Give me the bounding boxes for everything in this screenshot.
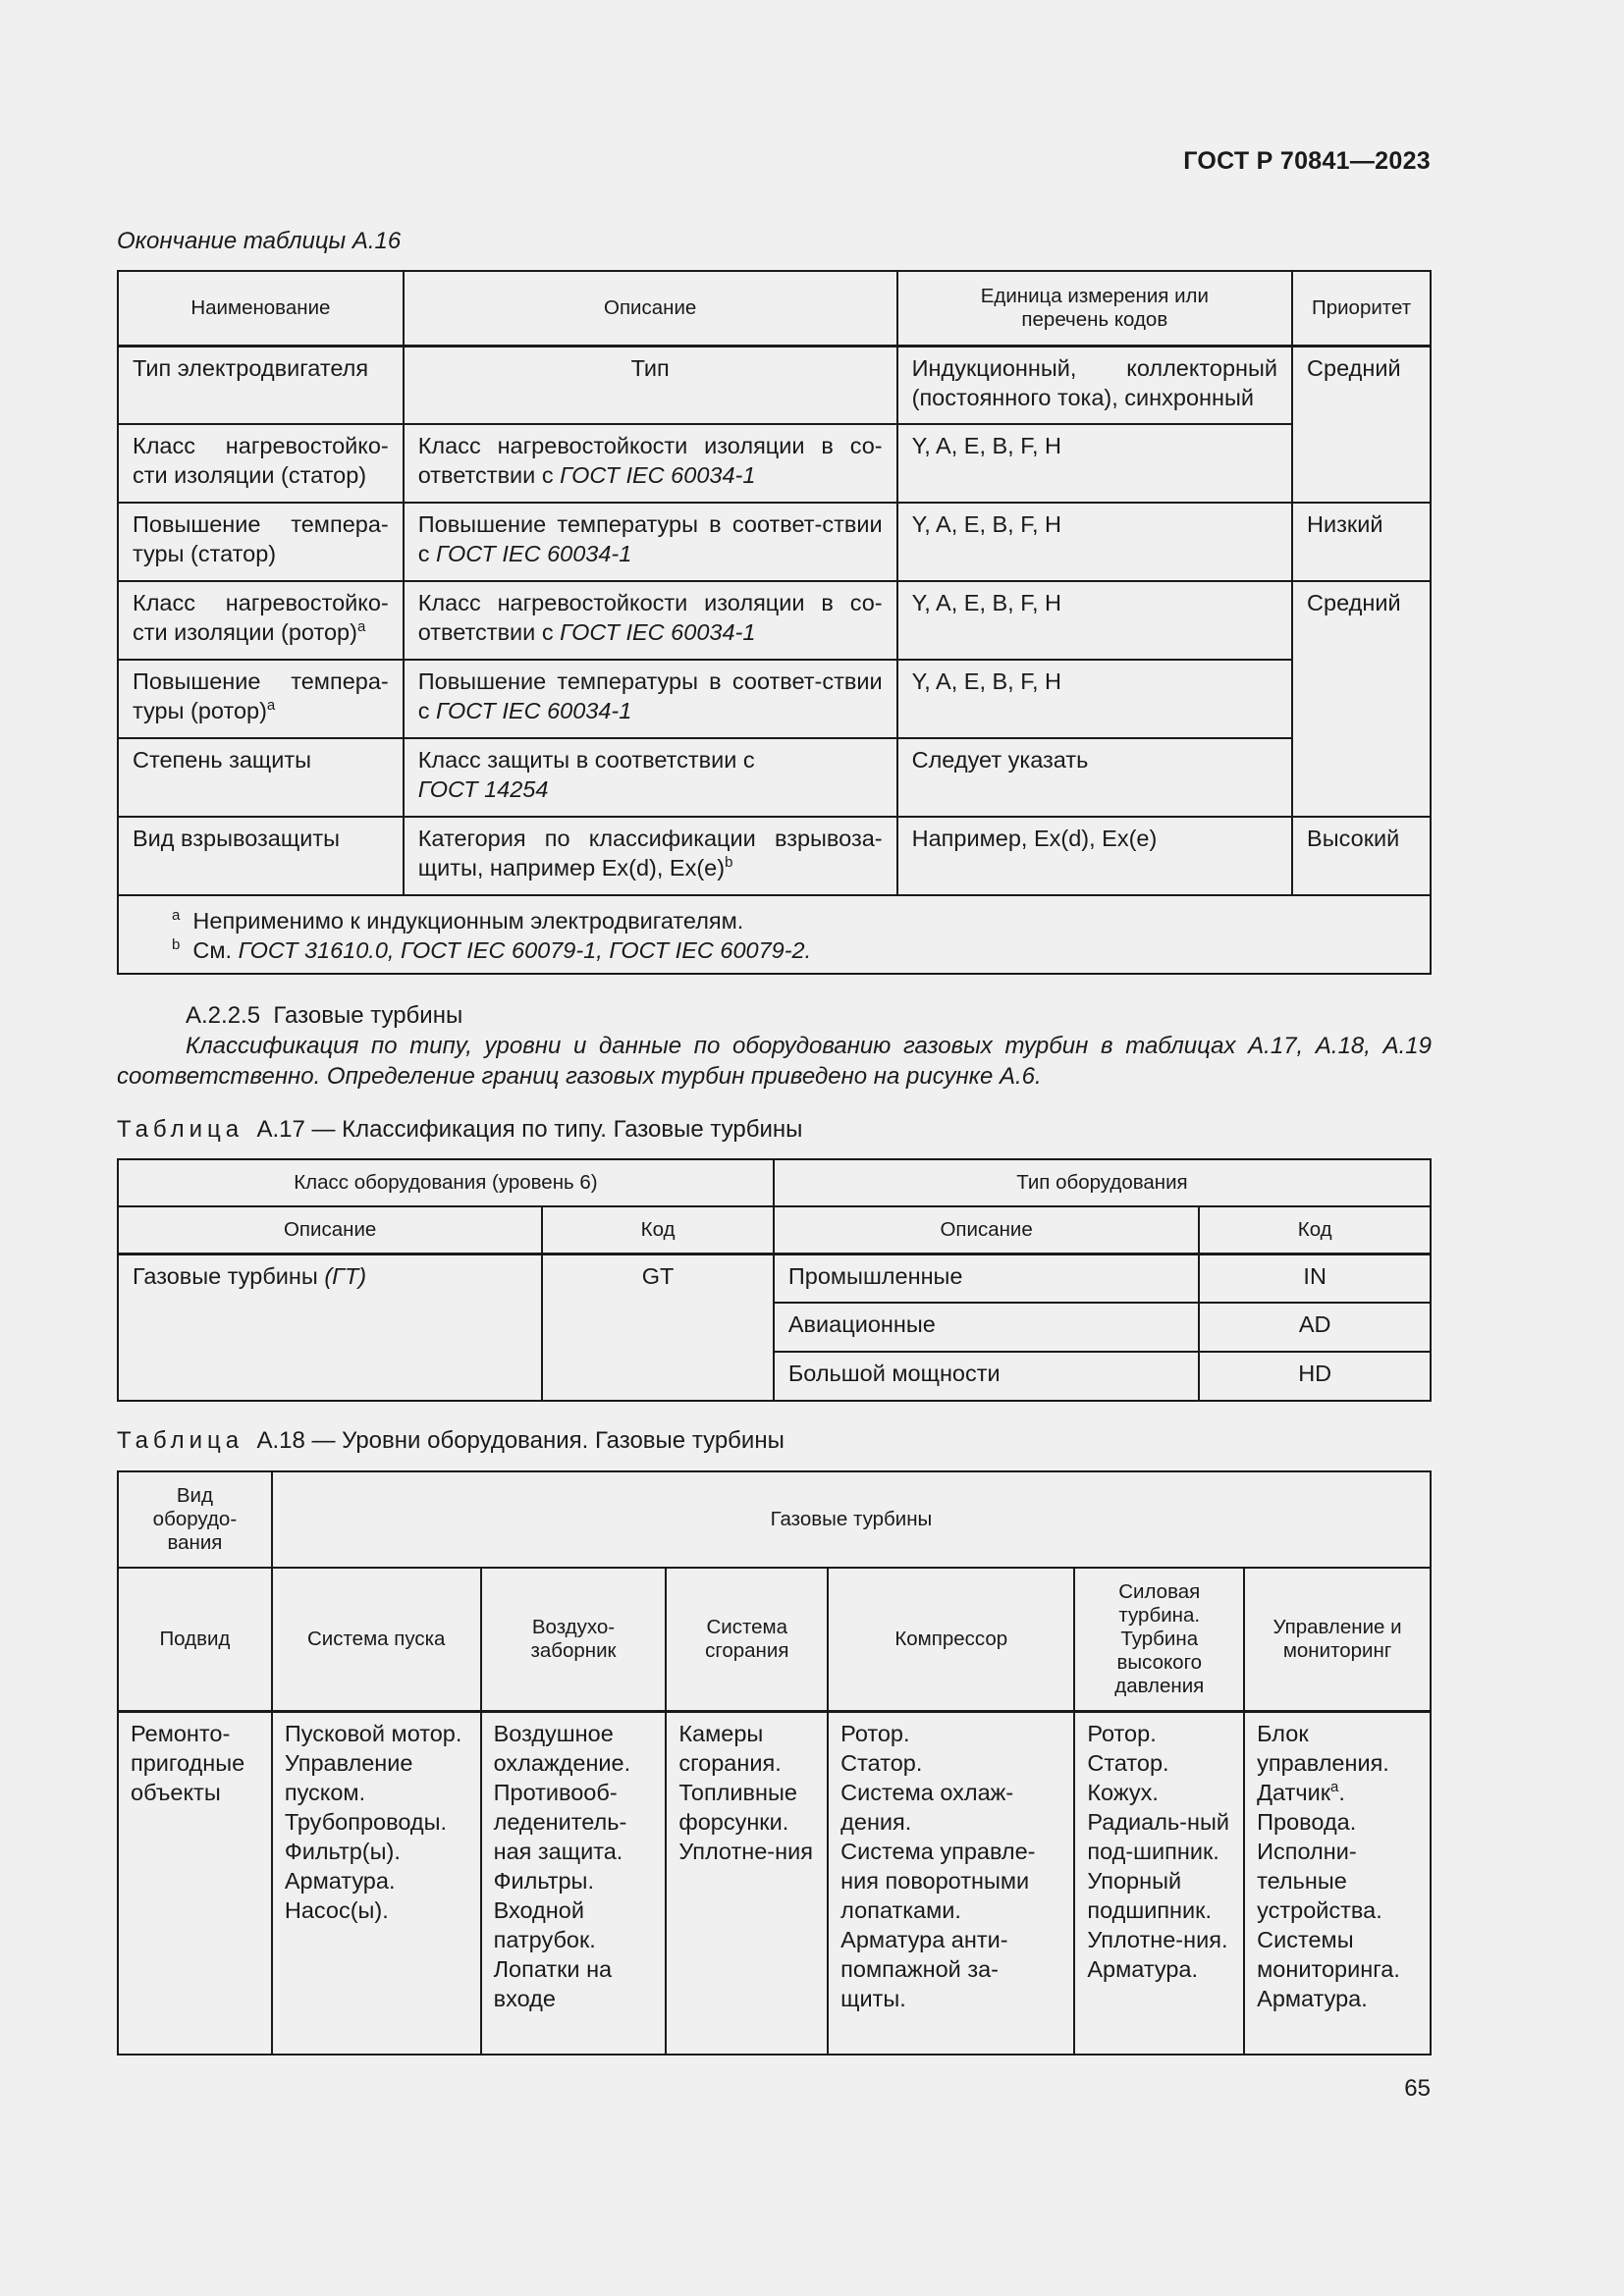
t16-footnote-b-text: ГОСТ 31610.0, ГОСТ IEC 60079-1, ГОСТ IEC 60079-2.: [238, 937, 812, 963]
t18-sub-intake: [481, 1568, 667, 1711]
t16-header-name: Наименование: [118, 271, 404, 346]
t18-corner: [118, 1471, 272, 1568]
t16-row4-unit: Y, A, E, B, F, H: [897, 581, 1292, 660]
page-number: 65: [1404, 2075, 1431, 2102]
t16-row5-footnote-mark: a: [266, 697, 276, 715]
t18-sub-control-text: Управление и мониторинг: [1272, 1615, 1402, 1662]
t16-row3-desc: [404, 503, 897, 581]
t18-cell-start: Пусковой мотор. Управление пуском. Трубопроводы. Фильтр(ы). Арматура. Насос(ы).: [272, 1711, 481, 2055]
t16-row4-priority: Средний: [1292, 581, 1431, 817]
t16-footnote-a-mark: a: [172, 907, 181, 925]
t17-sub-class-code: Код: [542, 1206, 774, 1254]
t16-row2-desc-ref: ГОСТ IEC 60034-1: [560, 462, 756, 488]
t18-cell-subtype: Ремонто-пригодные объекты: [118, 1711, 272, 2055]
t18-sub-combustion: [666, 1568, 828, 1711]
t16-row1-desc: Тип: [404, 346, 897, 424]
t18-cell-turbine: Ротор. Статор. Кожух. Радиаль-ный под-шипник. Упорный подшипник. Уплотне-ния. Арматура.: [1074, 1711, 1244, 2055]
t17-type2-code: AD: [1199, 1303, 1431, 1352]
t18-cell-control-a: Блок управления. Датчик: [1257, 1720, 1389, 1805]
t16-row7-desc-text: Категория по классификации взрывоза-щиты, например Ex(d), Ex(e): [417, 826, 883, 881]
t16-header-unit: [897, 271, 1292, 346]
t16-footnote-a-text: Неприменимо к индукционным электродвигателям.: [192, 908, 744, 934]
t17-class-desc-abbr: (ГТ): [324, 1262, 367, 1289]
t16-footnote-b: [133, 935, 1416, 965]
t16-row6-desc: [404, 738, 897, 817]
t16-row5-name-text: Повышение темпера-туры (ротор): [133, 668, 389, 723]
t16-row7-desc: [404, 817, 897, 895]
t16-row1-priority: Средний: [1292, 346, 1431, 503]
t18-sub-intake-text: Воздухо-заборник: [530, 1615, 617, 1662]
t16-row2-unit: Y, A, E, B, F, H: [897, 424, 1292, 503]
t16-row6-desc-text: Класс защиты в соответствии с: [417, 747, 755, 773]
t18-group: Газовые турбины: [272, 1471, 1431, 1568]
t16-row5-desc: [404, 660, 897, 738]
section-paragraph: Классификация по типу, уровни и данные по оборудованию газовых турбин в таблицах А.17, А.18, А.19 соответственно. Определение границ газовых турбин приведено на рисунке А.6.: [117, 1033, 1432, 1090]
t17-class-code: GT: [542, 1254, 774, 1401]
t18-sub-start: Система пуска: [272, 1568, 481, 1711]
t16-header-unit-text: Единица измерения или перечень кодов: [980, 284, 1209, 331]
table18: [117, 1470, 1432, 2056]
t17-group-class: Класс оборудования (уровень 6): [118, 1159, 774, 1206]
t18-sub-combustion-text: Система сгорания: [705, 1615, 789, 1662]
document-id: ГОСТ Р 70841—2023: [1183, 147, 1431, 175]
t18-sub-compressor: Компрессор: [828, 1568, 1074, 1711]
t16-row7-unit: Например, Ex(d), Ex(e): [897, 817, 1292, 895]
t16-row4-footnote-mark: a: [356, 618, 366, 636]
table16: [117, 270, 1432, 975]
t16-footnote-a: [133, 906, 1416, 935]
table18-caption-text: А.18 — Уровни оборудования. Газовые турбины: [256, 1427, 785, 1454]
t16-row6-unit: Следует указать: [897, 738, 1292, 817]
t16-row2-desc-text: Класс нагревостойкости изоляции в со-ответствии с: [417, 433, 883, 488]
t18-cell-control-b: . Провода. Исполни-тельные устройства. Системы мониторинга. Арматура.: [1257, 1779, 1400, 2011]
t16-header-desc: Описание: [404, 271, 897, 346]
t16-row2-desc: [404, 424, 897, 503]
t17-class-desc: [118, 1254, 542, 1401]
table17-caption-prefix: Таблица: [117, 1116, 244, 1143]
t17-group-type: Тип оборудования: [774, 1159, 1431, 1206]
t18-corner-text: Вид оборудо-вания: [152, 1484, 238, 1554]
t16-row3-unit: Y, A, E, B, F, H: [897, 503, 1292, 581]
table17-caption-text: А.17 — Классификация по типу. Газовые турбины: [256, 1116, 803, 1143]
t17-type2-desc: Авиационные: [774, 1303, 1199, 1352]
t16-row5-desc-ref: ГОСТ IEC 60034-1: [436, 698, 632, 723]
t18-sub-turbine: [1074, 1568, 1244, 1711]
t16-row7-priority: Высокий: [1292, 817, 1431, 895]
t16-row4-desc-text: Класс нагревостойкости изоляции в со-ответствии с: [417, 590, 883, 645]
t16-row3-priority: Низкий: [1292, 503, 1431, 581]
t18-sub-turbine-text: Силовая турбина. Турбина высокого давления: [1114, 1579, 1205, 1697]
t18-cell-control: [1244, 1711, 1431, 2055]
t16-row7-name: Вид взрывозащиты: [118, 817, 404, 895]
table17: [117, 1158, 1432, 1402]
t16-row1-name: Тип электродвигателя: [118, 346, 404, 424]
t17-type3-desc: Большой мощности: [774, 1352, 1199, 1401]
t16-row3-name: Повышение темпера-туры (статор): [118, 503, 404, 581]
t16-header-priority: Приоритет: [1292, 271, 1431, 346]
t18-cell-intake: Воздушное охлаждение. Противооб-леденитель-ная защита. Фильтры. Входной патрубок. Лопатки на входе: [481, 1711, 667, 2055]
t17-type1-desc: Промышленные: [774, 1254, 1199, 1303]
table18-caption: [117, 1427, 785, 1455]
t16-row4-name: [118, 581, 404, 660]
t18-cell-control-footnote-mark: а: [1330, 1778, 1339, 1795]
t16-row7-footnote-mark: b: [725, 854, 733, 872]
t16-row6-name: Степень защиты: [118, 738, 404, 817]
t18-cell-combustion: Камеры сгорания. Топливные форсунки. Уплотне-ния: [666, 1711, 828, 2055]
t17-sub-class-desc: Описание: [118, 1206, 542, 1254]
t16-footnote-b-prefix: См.: [192, 937, 239, 963]
t17-class-desc-text: Газовые турбины: [133, 1262, 325, 1289]
t16-footnote-b-mark: b: [172, 936, 181, 954]
t17-sub-type-desc: Описание: [774, 1206, 1199, 1254]
t16-row5-unit: Y, A, E, B, F, H: [897, 660, 1292, 738]
t17-type1-code: IN: [1199, 1254, 1431, 1303]
t18-sub-subtype: Подвид: [118, 1568, 272, 1711]
t16-row3-desc-ref: ГОСТ IEC 60034-1: [436, 541, 632, 566]
t16-footnotes: [118, 895, 1431, 974]
t18-sub-control: [1244, 1568, 1431, 1711]
t16-row4-desc-ref: ГОСТ IEC 60034-1: [560, 619, 756, 645]
t16-row3-desc-text: Повышение температуры в соответ-ствии с: [417, 511, 883, 566]
t17-sub-type-code: Код: [1199, 1206, 1431, 1254]
t16-row4-desc: [404, 581, 897, 660]
t16-row6-desc-ref: ГОСТ 14254: [417, 776, 549, 802]
t16-row4-name-text: Класс нагревостойко-сти изоляции (ротор): [133, 590, 389, 645]
table17-caption: [117, 1116, 802, 1144]
t16-row5-name: [118, 660, 404, 738]
t17-type3-code: HD: [1199, 1352, 1431, 1401]
section-heading: А.2.2.5 Газовые турбины: [186, 1002, 463, 1029]
t16-row5-desc-text: Повышение температуры в соответ-ствии с: [417, 668, 883, 723]
t16-row2-name: Класс нагревостойко-сти изоляции (статор): [118, 424, 404, 503]
table16-caption: Окончание таблицы А.16: [117, 228, 402, 254]
t16-row1-unit: Индукционный, коллекторный (постоянного тока), синхронный: [897, 346, 1292, 424]
table18-caption-prefix: Таблица: [117, 1427, 244, 1454]
t18-cell-compressor: Ротор. Статор. Система охлаж-дения. Система управле-ния поворотными лопатками. Арматура анти-помпажной за-щиты.: [828, 1711, 1074, 2055]
